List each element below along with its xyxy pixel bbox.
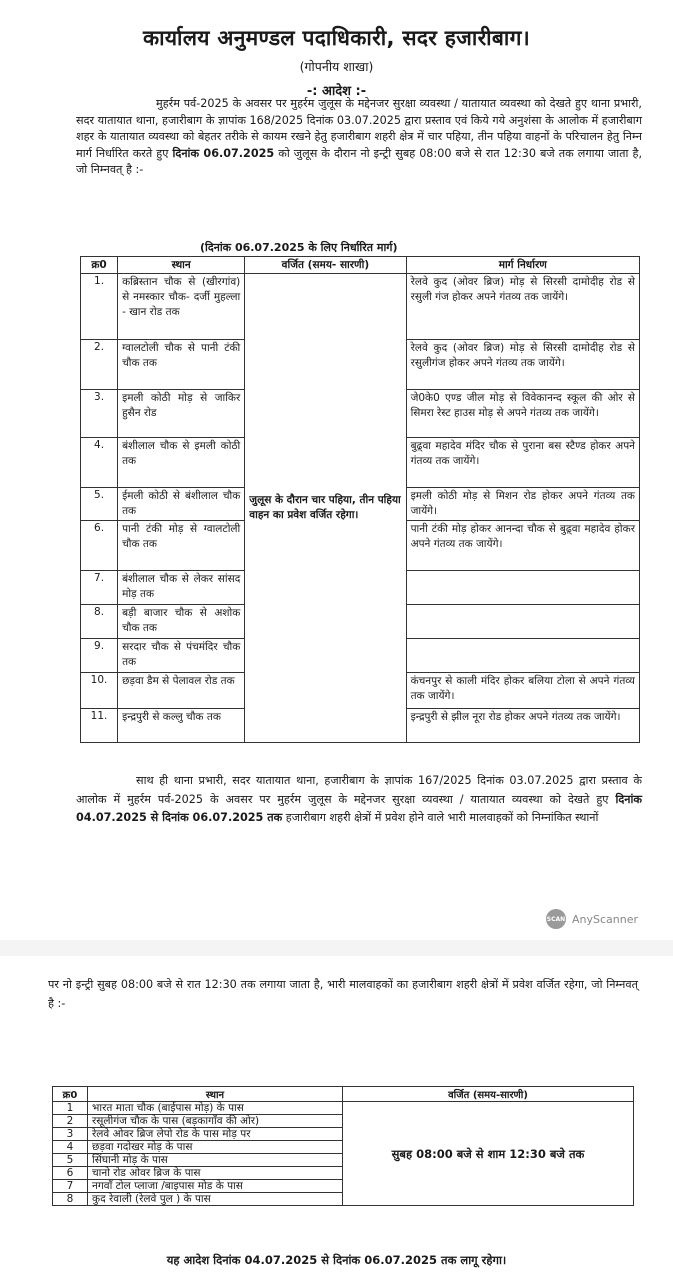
row-sn: 5 [53, 1154, 88, 1167]
order-heading: -: आदेश :- [306, 84, 367, 99]
order-paragraph-1 [76, 96, 642, 179]
row-sn: 6 [53, 1167, 88, 1180]
banned-time-note: सुबह 08:00 बजे से शाम 12:30 बजे तक [343, 1102, 634, 1206]
office-subtitle: (गोपनीय शाखा) [299, 59, 374, 74]
row-route [406, 571, 639, 605]
row-location: छड़वा गदोखर मोड़ के पास [88, 1141, 343, 1154]
heavy-table-header [53, 1087, 634, 1102]
route-table-header [81, 257, 640, 274]
header-sn: क्र0 [81, 257, 118, 274]
para1-text-b: को जुलूस के दौरान नो इन्ट्री सुबह 08:00 बजे से रात 12:30 बजे तक लगाया जाता है, जो निम्नवत् है :- [76, 146, 642, 176]
row-route: रेलवे कुद (ओवर ब्रिज) मोड़ से सिरसी दामोदीह रोड से रसुली गंज होकर अपने गंतव्य तक जायेंगे। [406, 274, 639, 340]
row-sn: 7 [53, 1180, 88, 1193]
table1-caption: (दिनांक 06.07.2025 के लिए निर्धारित मार्ग) [200, 241, 398, 254]
row-location: इमली कोठी मोड़ से जाकिर हुसैन रोड [118, 390, 245, 438]
row-sn: 8 [53, 1193, 88, 1206]
row-route: पानी टंकी मोड़ होकर आनन्दा चौक से बुढ़्वा महादेव होकर अपने गंतव्य तक जायेंगे। [406, 521, 639, 571]
row-location: चानो रोड ओवर ब्रिज के पास [88, 1167, 343, 1180]
row-route: रेलवे कुद (ओवर ब्रिज) मोड़ से सिरसी दामोदीह रोड से रसुलीगंज होकर अपने गंतव्य तक जायेंगे। [406, 340, 639, 390]
row-route: बुढ़्वा महादेव मंदिर चौक से पुराना बस स्टैण्ड होकर अपने गंतव्य तक जायेंगे। [406, 438, 639, 488]
row-sn: 5. [81, 488, 118, 521]
row-sn: 4. [81, 438, 118, 488]
row-sn: 8. [81, 605, 118, 639]
row-route [406, 605, 639, 639]
para2-text-a: साथ ही थाना प्रभारी, सदर यातायात थाना, हजारीबाग के ज्ञापांक 167/2025 दिनांक 03.07.2025 द्वारा प्रस्ताव के आलोक में मुहर्रम पर्व-2025 के अवसर पर मुहर्रम जुलूस के मद्देनजर सुरक्षा व्यवस्था / यातायात व्यवस्था को देखते हुए [76, 774, 642, 806]
order-validity-footer: यह आदेश दिनांक 04.07.2025 से दिनांक 06.07.2025 तक लागू रहेगा। [166, 1253, 507, 1267]
para2-bold-dates: दिनांक 04.07.2025 से दिनांक 06.07.2025 तक [76, 792, 642, 824]
header-sn: क्र0 [53, 1087, 88, 1102]
row-location: रसूलीगंज चौक के पास (बड़कागाँव की ओर) [88, 1115, 343, 1128]
row-location: सरदार चौक से पंचमंदिर चौक तक [118, 639, 245, 673]
row-sn: 10. [81, 673, 118, 709]
row-location: बंशीलाल चौक से लेकर सांसद मोड़ तक [118, 571, 245, 605]
row-location: इन्द्रपुरी से कल्लु चौक तक [118, 709, 245, 743]
row-sn: 6. [81, 521, 118, 571]
scanner-watermark [546, 909, 638, 929]
order-paragraph-2 [76, 772, 642, 828]
heavy-vehicle-table [52, 1086, 634, 1206]
row-location: पानी टंकी मोड़ से ग्वालटोली चौक तक [118, 521, 245, 571]
row-route [406, 639, 639, 673]
row-location: भारत माता चौक (बाईपास मोड़) के पास [88, 1102, 343, 1115]
header-route: मार्ग निर्धारण [406, 257, 639, 274]
row-sn: 2 [53, 1115, 88, 1128]
row-location: सिंघानी मोड़ के पास [88, 1154, 343, 1167]
row-sn: 4 [53, 1141, 88, 1154]
row-location: रेलवे ओवर ब्रिज लेपो रोड के पास मोड़ पर [88, 1128, 343, 1141]
scanner-label: AnyScanner [572, 912, 639, 926]
row-sn: 2. [81, 340, 118, 390]
page-separator [0, 940, 673, 956]
row-location: नगवाँ टोल प्लाजा /बाइपास मोड के पास [88, 1180, 343, 1193]
para1-text-a: मुहर्रम पर्व-2025 के अवसर पर मुहर्रम जुलूस के मद्देनजर सुरक्षा व्यवस्था / यातायात व्यवस्था को देखते हुए थाना प्रभारी, सदर यातायात थाना, हजारीबाग के ज्ञापांक 168/2025 दिनांक 03.07.2025 द्वारा प्रस्ताव एवं किये गये अनुशंसा के आलोक में हजारीबाग शहर के यातायात व्यवस्था को बेहतर तरीके से कायम रखने हेतु हजारीबाग शहरी क्षेत्र में चार पहिया, तीन पहिया वाहनों के परिचालन हेतु निम्न मार्ग निर्धारित करते हुए [76, 97, 642, 160]
header-banned-time: वर्जित (समय-सारणी) [343, 1087, 634, 1102]
row-route: इमली कोठी मोड़ से मिशन रोड होकर अपने गंतव्य तक जायेंगे। [406, 488, 639, 521]
header-location: स्थान [118, 257, 245, 274]
route-table [80, 256, 640, 743]
header-location: स्थान [88, 1087, 343, 1102]
row-location: कुद रेवाली (रेलवे पुल ) के पास [88, 1193, 343, 1206]
header-banned: वर्जित (समय- सारणी) [245, 257, 406, 274]
row-sn: 3 [53, 1128, 88, 1141]
row-location: छड़वा डैम से पेलावल रोड तक [118, 673, 245, 709]
row-location: ग्वालटोली चौक से पानी टंकी चौक तक [118, 340, 245, 390]
para1-bold-date: दिनांक 06.07.2025 [172, 146, 275, 160]
row-route: जे0के0 एण्ड जील मोड़ से विवेकानन्द स्कूल की ओर से सिमरा रेस्ट हाउस मोड़ से अपने गंतव्य तक जायेंगे। [406, 390, 639, 438]
row-sn: 9. [81, 639, 118, 673]
scanner-logo-icon: SCAN [546, 909, 566, 929]
row-sn: 7. [81, 571, 118, 605]
table-row [53, 1102, 634, 1115]
row-sn: 3. [81, 390, 118, 438]
order-paragraph-3: पर नो इन्ट्री सुबह 08:00 बजे से रात 12:30 तक लगाया जाता है, भारी मालवाहकों का हजारीबाग शहरी क्षेत्रों में प्रवेश वर्जित रहेगा, जो निम्नवत् है :- [48, 978, 638, 1010]
office-title: कार्यालय अनुमण्डल पदाधिकारी, सदर हजारीबाग। [142, 26, 531, 50]
row-route: कंचनपुर से काली मंदिर होकर बलिया टोला से अपने गंतव्य तक जायेंगे। [406, 673, 639, 709]
row-sn: 1 [53, 1102, 88, 1115]
row-location: बंशीलाल चौक से इमली कोठी तक [118, 438, 245, 488]
row-location: बड़ी बाजार चौक से अशोक चौक तक [118, 605, 245, 639]
row-location: कब्रिस्तान चौक से (खीरगांव) से नमस्कार चौक- दर्जी मुहल्ला - खान रोड तक [118, 274, 245, 340]
row-sn: 1. [81, 274, 118, 340]
row-location: ईमली कोठी से बंशीलाल चौक तक [118, 488, 245, 521]
banned-vehicles-note: जुलूस के दौरान चार पहिया, तीन पहिया वाहन का प्रवेश वर्जित रहेगा। [245, 274, 406, 743]
row-sn: 11. [81, 709, 118, 743]
row-route: इन्द्रपुरी से झील नूरा रोड होकर अपने गंतव्य तक जायेंगे। [406, 709, 639, 743]
table-row [81, 274, 640, 340]
page-two [0, 956, 673, 1280]
para2-text-b: हजारीबाग शहरी क्षेत्रों में प्रवेश होने वाले भारी मालवाहकों को निम्नांकित स्थानों [285, 811, 599, 824]
